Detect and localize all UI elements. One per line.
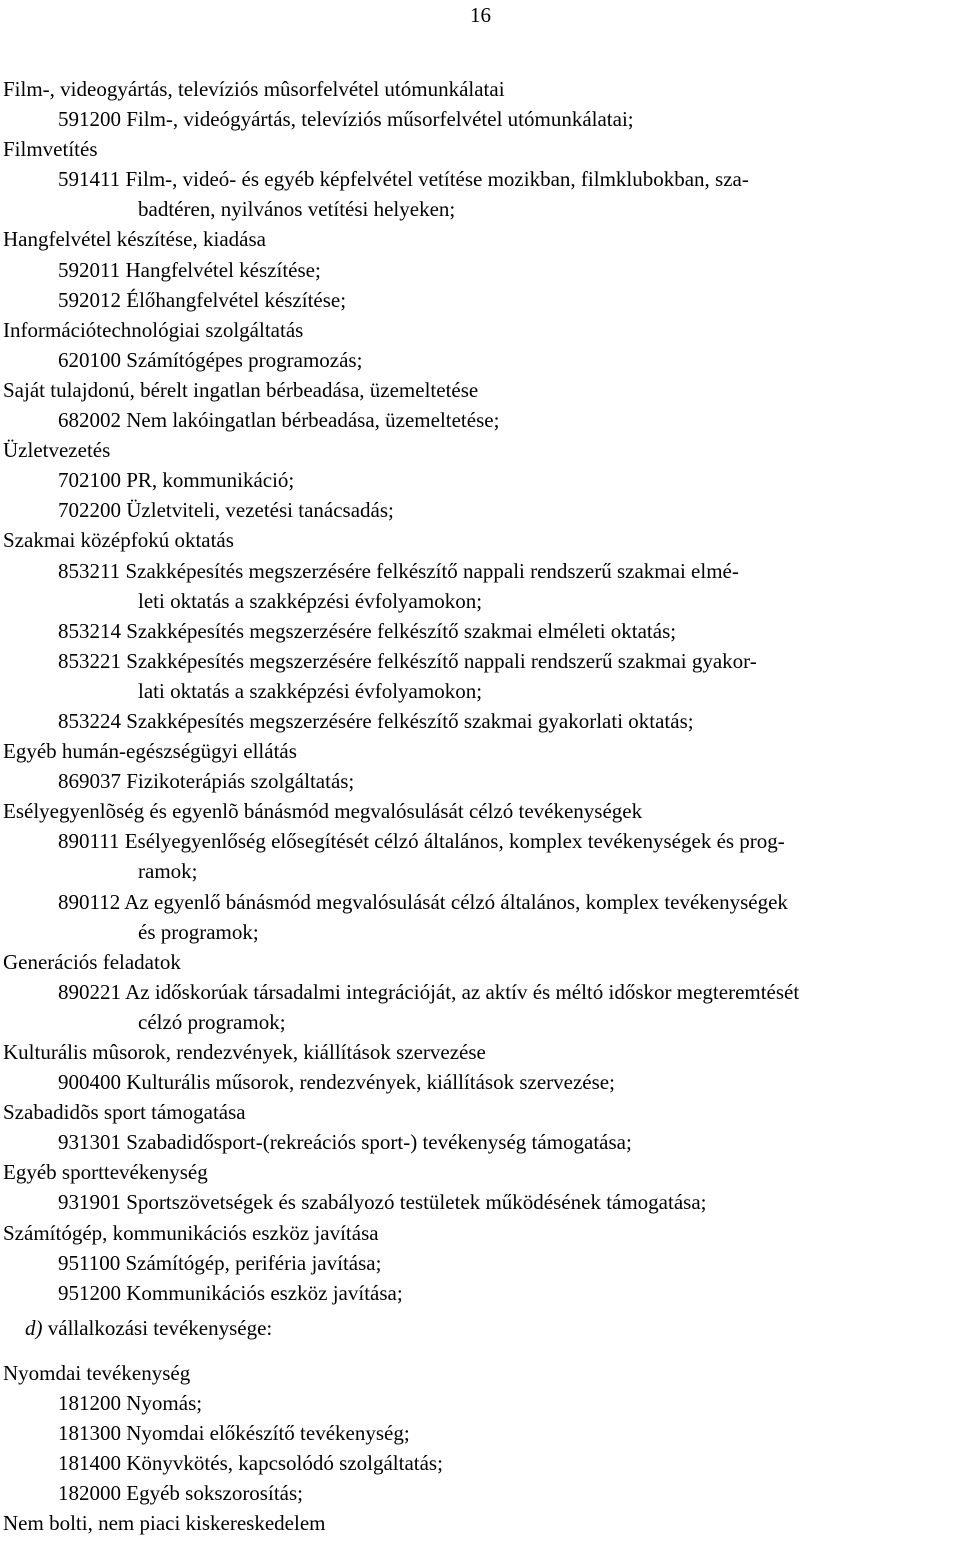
- activity-entry: 682002 Nem lakóingatlan bérbeadása, üzemeltetése;: [58, 408, 500, 433]
- section-heading: [3, 1308, 959, 1348]
- activity-entry: 890221 Az időskorúak társadalmi integrációját, az aktív és méltó időskor megteremtését: [58, 979, 800, 1004]
- activity-entry: 181200 Nyomás;: [58, 1390, 203, 1415]
- activity-entry: 853214 Szakképesítés megszerzésére felkészítő szakmai elméleti oktatás;: [58, 618, 677, 643]
- activity-entry: 900400 Kulturális műsorok, rendezvények, kiállítások szervezése;: [58, 1070, 615, 1095]
- category-heading: Információtechnológiai szolgáltatás: [3, 317, 304, 342]
- category-heading: Generációs feladatok: [3, 949, 181, 974]
- business-activity-list: [3, 1358, 959, 1539]
- category-heading: Egyéb sporttevékenység: [3, 1160, 208, 1185]
- category-heading: Film-, videogyártás, televíziós mûsorfelvétel utómunkálatai: [3, 77, 505, 101]
- category-heading: Esélyegyenlõség és egyenlõ bánásmód megvalósulását célzó tevékenységek: [3, 799, 643, 824]
- activity-entry-continuation: lati oktatás a szakképzési évfolyamokon;: [138, 678, 483, 703]
- section-title: vállalkozási tevékenysége:: [47, 1315, 273, 1340]
- category-heading: Saját tulajdonú, bérelt ingatlan bérbeadása, üzemeltetése: [3, 377, 479, 402]
- activity-list: [3, 74, 959, 1308]
- category-heading: Üzletvezetés: [3, 438, 111, 463]
- activity-entry: 181300 Nyomdai előkészítő tevékenység;: [58, 1421, 410, 1446]
- activity-entry-continuation: és programok;: [138, 919, 259, 944]
- category-heading: Szakmai középfokú oktatás: [3, 528, 234, 553]
- spacer: [3, 1348, 959, 1358]
- activity-entry: 591200 Film-, videógyártás, televíziós műsorfelvétel utómunkálatai;: [58, 107, 634, 132]
- activity-entry: 620100 Számítógépes programozás;: [58, 347, 363, 372]
- document-body: [3, 74, 959, 1538]
- activity-entry: 182000 Egyéb sokszorosítás;: [58, 1481, 303, 1506]
- activity-entry: 592012 Élőhangfelvétel készítése;: [58, 287, 347, 312]
- activity-entry: 931901 Sportszövetségek és szabályozó testületek működésének támogatása;: [58, 1190, 707, 1215]
- category-heading: Kulturális mûsorok, rendezvények, kiállítások szervezése: [3, 1040, 486, 1064]
- category-heading: Számítógép, kommunikációs eszköz javítása: [3, 1220, 379, 1245]
- section-marker: d): [25, 1315, 43, 1340]
- activity-entry: 702200 Üzletviteli, vezetési tanácsadás;: [58, 498, 394, 523]
- page-number: 16: [470, 3, 491, 27]
- category-heading: Nyomdai tevékenység: [3, 1360, 191, 1385]
- activity-entry: 951200 Kommunikációs eszköz javítása;: [58, 1280, 403, 1305]
- category-heading: Egyéb humán-egészségügyi ellátás: [3, 739, 297, 764]
- activity-entry: 931301 Szabadidősport-(rekreációs sport-) tevékenység támogatása;: [58, 1130, 632, 1155]
- activity-entry: 853221 Szakképesítés megszerzésére felkészítő nappali rendszerű szakmai gyakor-: [58, 648, 757, 673]
- activity-entry: 591411 Film-, videó- és egyéb képfelvétel vetítése mozikban, filmklubokban, sza-: [58, 167, 749, 192]
- activity-entry: 853211 Szakképesítés megszerzésére felkészítő nappali rendszerű szakmai elmé-: [58, 558, 739, 583]
- category-heading: Nem bolti, nem piaci kiskereskedelem: [3, 1511, 326, 1536]
- activity-entry: 869037 Fizikoterápiás szolgáltatás;: [58, 769, 355, 794]
- activity-entry: 951100 Számítógép, periféria javítása;: [58, 1250, 382, 1275]
- activity-entry-continuation: ramok;: [138, 859, 198, 884]
- activity-entry-continuation: leti oktatás a szakképzési évfolyamokon;: [138, 588, 483, 613]
- activity-entry: 702100 PR, kommunikáció;: [58, 468, 295, 493]
- activity-entry: 181400 Könyvkötés, kapcsolódó szolgáltatás;: [58, 1451, 443, 1476]
- category-heading: Filmvetítés: [3, 137, 98, 162]
- activity-entry: 853224 Szakképesítés megszerzésére felkészítő szakmai gyakorlati oktatás;: [58, 708, 694, 733]
- activity-entry: 592011 Hangfelvétel készítése;: [58, 257, 321, 282]
- activity-entry: 890111 Esélyegyenlőség elősegítését célzó általános, komplex tevékenységek és prog-: [58, 829, 785, 854]
- activity-entry-continuation: célzó programok;: [138, 1009, 286, 1034]
- activity-entry-continuation: badtéren, nyilvános vetítési helyeken;: [138, 197, 456, 222]
- category-heading: Hangfelvétel készítése, kiadása: [3, 227, 266, 252]
- activity-entry: 890112 Az egyenlő bánásmód megvalósulását célzó általános, komplex tevékenységek: [58, 889, 788, 914]
- category-heading: Szabadidõs sport támogatása: [3, 1100, 246, 1125]
